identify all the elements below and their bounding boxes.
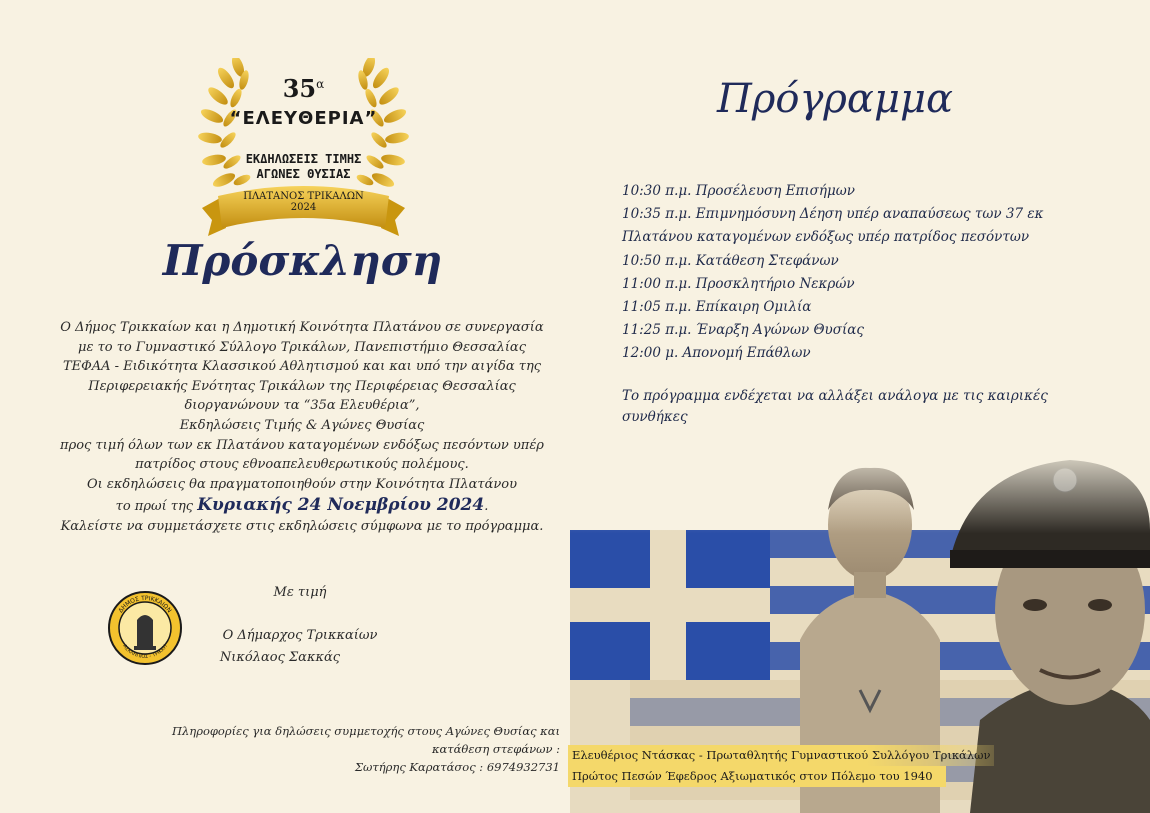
signatory-name: Νικόλαος Σακκάς xyxy=(219,650,341,665)
emblem-number: $35^\alpha$ xyxy=(282,74,325,103)
photo-caption xyxy=(568,745,994,787)
schedule-item: 12:00 μ. Απονομή Επάθλων xyxy=(622,345,811,362)
schedule-item: 10:35 π.μ. Επιμνημόσυνη Δέηση υπέρ αναπαύσεως των 37 εκ xyxy=(622,206,1044,223)
date-prefix: το πρωί της xyxy=(115,499,194,515)
event-date-line xyxy=(28,496,576,517)
schedule-item: 11:25 π.μ. Έναρξη Αγώνων Θυσίας xyxy=(622,322,864,339)
body-line: Ο Δήμος Τρικκαίων και η Δημοτική Κοινότητα Πλατάνου σε συνεργασία xyxy=(60,320,544,335)
schedule-item: Πλατάνου καταγομένων ενδόξως υπέρ πατρίδος πεσόντων xyxy=(622,229,1030,246)
body-line: με το το Γυμναστικό Σύλλογο Τρικάλων, Πανεπιστήμιο Θεσσαλίας xyxy=(78,339,526,355)
program-note: Το πρόγραμμα ενδέχεται να αλλάξει ανάλογα με τις καιρικές συνθήκες xyxy=(622,388,1048,425)
caption-line-2: Πρώτος Πεσών Έφεδρος Αξιωματικός στον Πόλεμο του 1940 xyxy=(568,766,946,787)
participation-info xyxy=(140,722,560,776)
schedule-item: 10:30 π.μ. Προσέλευση Επισήμων xyxy=(622,183,855,199)
schedule-item: 10:50 π.μ. Κατάθεση Στεφάνων xyxy=(622,252,839,269)
sign-off: Με τιμή xyxy=(273,585,327,600)
emblem-subtitle-2: ΑΓΩΝΕΣ ΘΥΣΙΑΣ xyxy=(256,167,351,181)
laurel-emblem xyxy=(196,58,411,243)
invitation-title: Πρόσκληση xyxy=(162,236,443,285)
body-line: ΤΕΦΑΑ - Ειδικότητα Κλασσικού Αθλητισμού και και υπό την αιγίδα της xyxy=(62,359,542,375)
body-line: πατρίδος στους εθνοαπελευθερωτικούς πολέμους. xyxy=(135,457,469,473)
info-contact: Σωτήρης Καρατάσος : 6974932731 xyxy=(354,760,560,774)
body-line: Εκδηλώσεις Τιμής & Αγώνες Θυσίας xyxy=(179,417,425,433)
info-line: κατάθεση στεφάνων : xyxy=(431,742,560,756)
seal-text-bottom: ΑΣΚΛΗΠΙΟΣ - ΤΡΙΚΚΗ xyxy=(121,643,169,661)
emblem-ribbon-text: ΠΛΑΤΑΝΟΣ ΤΡΙΚΑΛΩΝ 2024 xyxy=(243,191,364,213)
emblem-subtitle-1: ΕΚΔΗΛΩΣΕΙΣ ΤΙΜΗΣ xyxy=(245,152,362,166)
event-date: Κυριακής 24 Νοεμβρίου 2024 xyxy=(197,495,485,516)
schedule-item: 11:00 π.μ. Προσκλητήριο Νεκρών xyxy=(622,275,855,292)
body-line: Περιφερειακής Ενότητας Τρικάλων της Περιφέρειας Θεσσαλίας xyxy=(88,378,516,394)
emblem-title: “ΕΛΕΥΘΕΡΙΑ” xyxy=(229,108,378,129)
municipal-seal-icon xyxy=(107,590,183,666)
signatory-title: Ο Δήμαρχος Τρικκαίων xyxy=(222,628,378,643)
date-suffix: . xyxy=(484,499,489,515)
seal-text-top: ΔΗΜΟΣ ΤΡΙΚΚΑΙΩΝ xyxy=(117,594,173,615)
body-line: προς τιμή όλων των εκ Πλατάνου καταγομένων ενδόξως πεσόντων υπέρ xyxy=(60,437,544,453)
invitation-body xyxy=(28,318,576,537)
program-title: Πρόγραμμα xyxy=(717,76,953,122)
body-line: διοργανώνουν τα “35α Ελευθέρια”, xyxy=(184,398,420,414)
schedule-item: 11:05 π.μ. Επίκαιρη Ομιλία xyxy=(622,299,812,316)
closing-line: Καλείστε να συμμετάσχετε στις εκδηλώσεις σύμφωνα με το πρόγραμμα. xyxy=(60,518,544,534)
caption-line-1: Ελευθέριος Ντάσκας - Πρωταθλητής Γυμναστικού Συλλόγου Τρικάλων xyxy=(568,745,994,766)
program-schedule xyxy=(622,180,1122,366)
info-line: Πληροφορίες για δηλώσεις συμμετοχής στους Αγώνες Θυσίας και xyxy=(171,724,560,738)
body-line: Οι εκδηλώσεις θα πραγματοποιηθούν στην Κοινότητα Πλατάνου xyxy=(86,476,518,492)
